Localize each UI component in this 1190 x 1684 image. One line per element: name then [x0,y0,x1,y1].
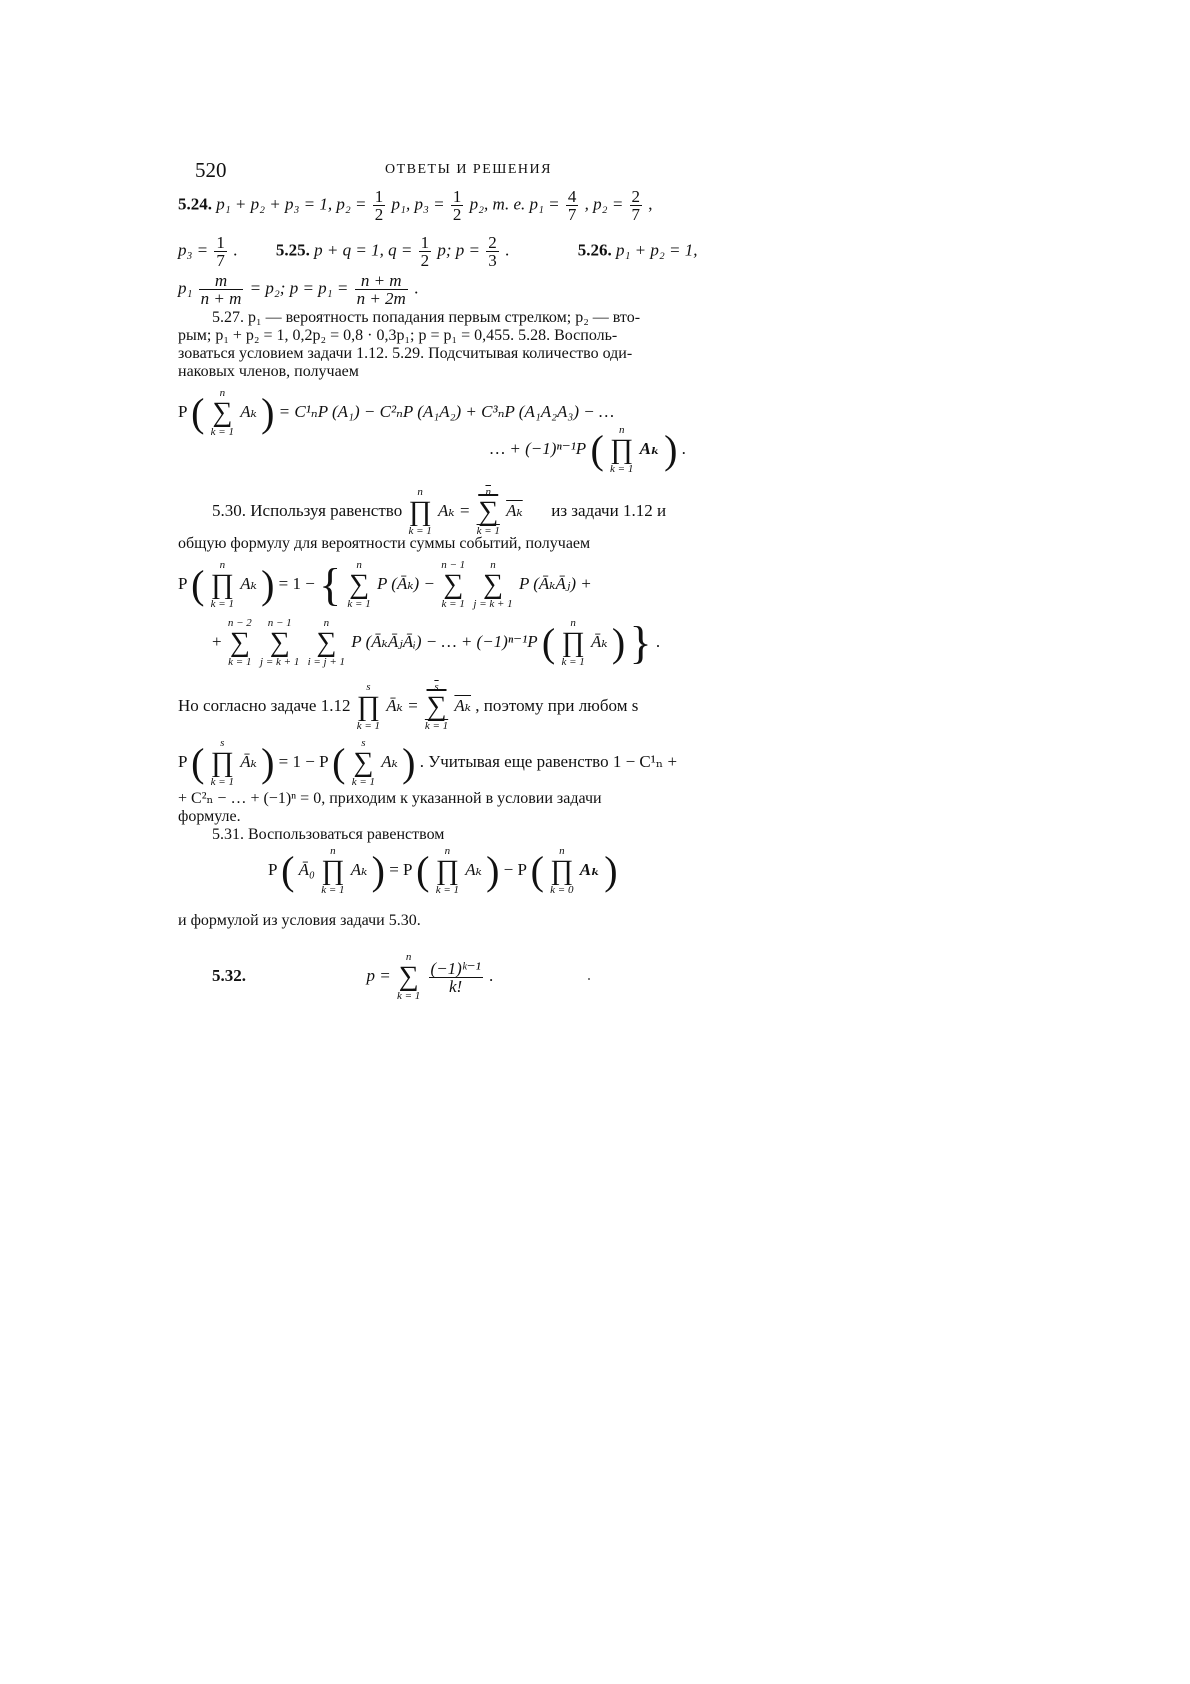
fraction: $\frac{2}{3}$ [488,233,497,270]
right-paren: ) [402,740,416,785]
problem-5-30-line2: общую формулу для вероятности суммы событий, получаем [178,535,591,552]
sum-operator: n ∑ i = j + 1 [307,617,346,668]
sum-operator: n ∑ k = 1 [396,951,421,1002]
right-paren: ) [604,848,618,893]
sum-operator: n ∑ k = 1 [210,387,234,438]
formula-part: Āₖ [240,751,257,771]
formula-part: . [504,240,510,260]
right-brace: } [629,617,652,668]
formula-part: = 1 − P [278,751,328,771]
problem-5-24-line1 [178,188,653,223]
problem-5-32 [212,952,493,1002]
fraction: $\frac{n + m}{n + 2m}$ [356,271,406,308]
left-paren: ( [590,427,604,472]
fraction: $\frac{2}{7}$ [631,187,641,224]
formula-part: … + (−1)ⁿ⁻¹P [490,438,587,458]
formula-part: p₂, т. е. p₁ = [469,194,560,214]
problem-5-31-line1: 5.31. Воспользоваться равенством [212,826,445,843]
formula-part: = C¹ₙP (A₁) − C²ₙP (A₁A₂) + C³ₙP (A₁A₂A₃) − … [278,401,615,421]
formula-part: p + q = 1, q = [314,240,413,260]
sum-operator: s ∑ k = 1 [424,681,449,732]
sum-operator: n − 1 ∑ j = k + 1 [260,617,300,668]
problem-5-27-line2: рым; p₁ + p₂ = 1, 0,2p₂ = 0,8 · 0,3p₁; p = p₁ = 0,455. 5.28. Восполь- [178,327,618,344]
problem-5-30-note-line4: формуле. [178,808,241,825]
text-part: из задачи 1.12 и [551,500,667,520]
left-paren: ( [191,740,205,785]
formula-part: Aₖ [350,859,368,879]
formula-5-29-line2 [490,425,686,475]
right-paren: ) [371,848,385,893]
left-paren: ( [416,848,430,893]
formula-part: $\overline{A_k}$ [506,500,523,520]
sum-operator: n ∑ j = k + 1 [473,559,513,610]
formula-part: = P [389,859,412,879]
formula-part: Āₖ [591,631,608,651]
fraction: $\frac{m}{n + m}$ [200,271,242,308]
formula-part: P (Āₖ) − [376,573,435,593]
scan-speck [588,978,590,980]
product-operator: s ∏ k = 1 [356,681,381,732]
formula-part: p₁ [178,278,193,298]
formula-part: Aₖ [381,751,398,771]
problem-5-28-line3: зоваться условием задачи 1.12. 5.29. Подсчитывая количество оди- [178,345,633,362]
product-operator: s ∏ k = 1 [210,737,234,788]
text-part: 5.30. Используя равенство [212,500,403,520]
formula-part: Aₖ [240,401,257,421]
problem-5-24-5-25-5-26-line [178,234,697,269]
formula-part: Aₖ = [438,500,471,520]
formula-part: . [233,240,238,260]
problem-5-27-line1: 5.27. p₁ — вероятность попадания первым стрелком; p₂ — вто- [212,309,641,326]
product-operator: n ∏ k = 1 [210,559,234,610]
fraction: $\frac{4}{7}$ [567,187,577,224]
formula-part: p = [366,965,391,985]
left-brace: { [319,559,342,610]
fraction: $\frac{\text{(−1)ᵏ⁻¹}}{k!}$ [430,958,481,996]
formula-5-30-line2 [212,618,660,668]
sum-operator: n ∑ k = 1 [476,486,500,537]
formula-part: . [488,965,494,985]
problem-5-30-note-line2 [178,738,677,788]
left-paren: ( [191,562,205,607]
prob-symbol: P [178,573,187,593]
formula-part: Aₖ [639,438,660,458]
page-number: 520 [195,158,227,182]
prob-symbol: P [268,859,277,879]
fraction: $\frac{1}{2}$ [374,187,384,224]
left-paren: ( [541,620,556,665]
right-paren: ) [486,848,500,893]
formula-part: + [212,631,222,651]
problem-number: 5.32. [212,965,246,985]
prob-symbol: P [178,401,187,421]
text-part: . Учитывая еще равенство 1 − C¹ₙ + [419,751,678,771]
formula-part: . [414,278,419,298]
formula-part: Aₖ [240,573,257,593]
formula-part: − P [503,859,527,879]
right-paren: ) [261,390,275,435]
formula-part: p₁ + p₂ + p₃ = 1, p₂ = [216,194,367,214]
formula-part: P (ĀₖĀⱼ) + [518,573,592,593]
fraction: $\frac{1}{2}$ [420,233,430,270]
page-header [195,158,755,184]
formula-part: = p₂; p = p₁ = [249,278,349,298]
running-title: ОТВЕТЫ И РЕШЕНИЯ [385,162,552,177]
product-operator: n ∏ k = 1 [435,845,459,896]
problem-5-29-line4: наковых членов, получаем [178,363,359,380]
formula-part: p₁, p₃ = [391,194,445,214]
product-operator: n ∏ k = 1 [561,617,585,668]
left-paren: ( [191,390,205,435]
formula-5-31 [268,846,618,896]
sum-operator: n − 2 ∑ k = 1 [227,617,252,668]
formula-part: , p₂ = [584,194,624,214]
sum-operator: n − 1 ∑ k = 1 [441,559,466,610]
formula-part: . [681,438,686,458]
problem-5-30-note-line3: + C²ₙ − … + (−1)ⁿ = 0, приходим к указанной в условии задачи [178,790,602,807]
formula-part: Aₖ [465,859,482,879]
formula-part: Aₖ [579,859,600,879]
formula-5-30-line1 [178,560,592,610]
product-operator: n ∏ k = 0 [550,845,574,896]
formula-part: $\overline{A_k}$ [454,695,472,715]
formula-part: p; p = [437,240,480,260]
formula-part: Ā₀ [298,859,315,879]
product-operator: n ∏ k = 1 [321,845,345,896]
formula-part: = 1 − [278,573,315,593]
right-paren: ) [261,740,275,785]
sum-operator: n ∑ k = 1 [347,559,371,610]
problem-number: 5.26. [577,240,612,260]
problem-5-30-note-line1 [178,682,638,732]
right-paren: ) [261,562,275,607]
problem-5-30-line1 [212,487,666,537]
left-paren: ( [530,848,544,893]
formula-part: P (ĀₖĀⱼĀᵢ) − … + (−1)ⁿ⁻¹P [351,631,538,651]
text-part: , поэтому при любом s [475,695,639,715]
text-part: Но согласно задаче 1.12 [178,695,351,715]
product-operator: n ∏ k = 1 [408,486,432,537]
problem-5-31-line2: и формулой из условия задачи 5.30. [178,912,421,929]
product-operator: n ∏ k = 1 [610,424,634,475]
problem-number: 5.25. [275,240,310,260]
formula-part: p₁ + p₂ = 1, [615,240,698,260]
formula-part: Āₖ = [386,695,419,715]
fraction: $\frac{1}{7}$ [216,233,225,270]
left-paren: ( [332,740,346,785]
fraction: $\frac{1}{2}$ [452,187,462,224]
sum-operator: s ∑ k = 1 [351,737,376,788]
problem-5-26-line2 [178,272,418,307]
formula-part: p₃ = [178,240,209,260]
prob-symbol: P [178,751,187,771]
formula-part: , [648,194,653,214]
problem-number: 5.24. [178,194,212,214]
left-paren: ( [281,848,295,893]
formula-part: . [655,631,661,651]
right-paren: ) [664,427,678,472]
right-paren: ) [611,620,626,665]
